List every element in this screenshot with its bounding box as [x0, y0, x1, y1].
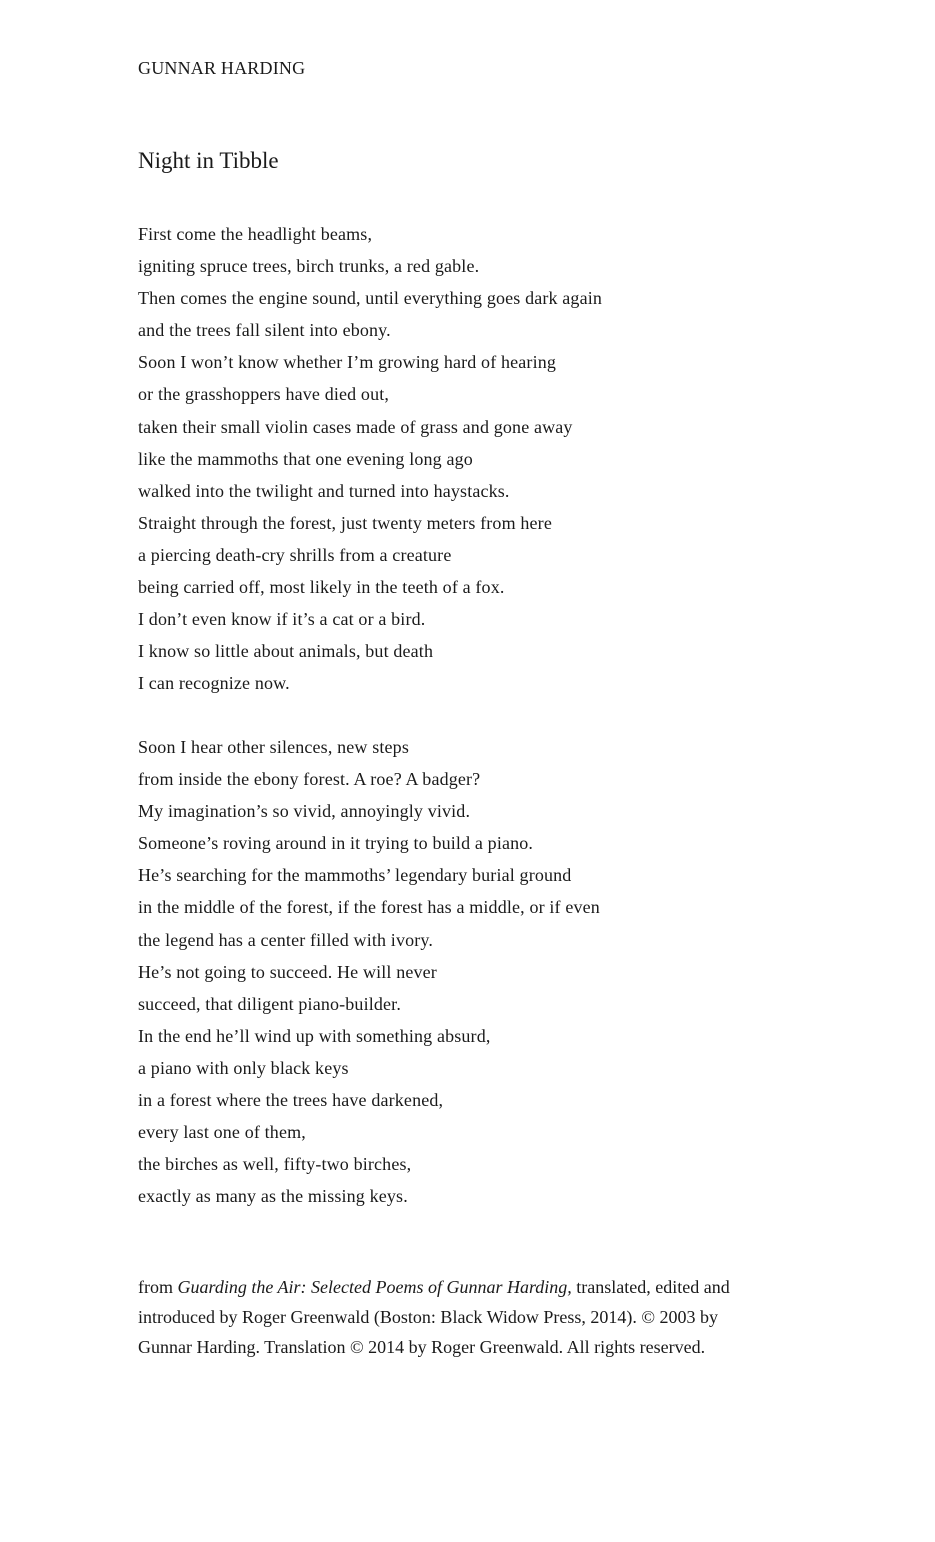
- poem-line: in a forest where the trees have darkened,: [138, 1090, 444, 1111]
- poem-line: the birches as well, fifty-two birches,: [138, 1154, 412, 1175]
- poem-line: Someone’s roving around in it trying to build a piano.: [138, 833, 534, 854]
- credit-book-title: Guarding the Air: Selected Poems of Gunnar Harding,: [177, 1277, 572, 1297]
- poem-line: First come the headlight beams,: [138, 224, 373, 244]
- stanza-1: [138, 218, 602, 699]
- stanza-2: [138, 731, 600, 1212]
- poem-line: In the end he’ll wind up with something absurd,: [138, 1025, 491, 1046]
- poem-line: exactly as many as the missing keys.: [138, 1186, 408, 1207]
- poem-line: the legend has a center filled with ivory.: [138, 929, 434, 950]
- poem-line: like the mammoths that one evening long ago: [138, 448, 473, 469]
- author-name: GUNNAR HARDING: [138, 58, 306, 78]
- poem-title: Night in Tibble: [138, 148, 279, 173]
- poem-line: every last one of them,: [138, 1122, 306, 1143]
- poem-line: My imagination’s so vivid, annoyingly vivid.: [138, 801, 471, 822]
- poem-line: a piercing death-cry shrills from a creature: [138, 544, 452, 565]
- poem-line: Straight through the forest, just twenty meters from here: [138, 512, 552, 533]
- poem-line: in the middle of the forest, if the forest has a middle, or if even: [138, 897, 600, 918]
- poem-line: from inside the ebony forest. A roe? A badger?: [138, 769, 481, 790]
- poem-line: He’s not going to succeed. He will never: [138, 961, 437, 982]
- poem-line: succeed, that diligent piano-builder.: [138, 993, 401, 1014]
- poem-line: I know so little about animals, but death: [138, 641, 434, 662]
- poem-line: I can recognize now.: [138, 673, 290, 694]
- credit-prefix: from: [138, 1277, 178, 1297]
- poem-line: I don’t even know if it’s a cat or a bird.: [138, 609, 426, 630]
- poem-line: igniting spruce trees, birch trunks, a red gable.: [138, 256, 480, 277]
- poem-line: He’s searching for the mammoths’ legendary burial ground: [138, 865, 572, 886]
- credit-suffix: translated, edited and introduced by Roger Greenwald (Boston: Black Widow Press, 2014). © 2003 by Gunnar Harding. Translation © 2014 by Roger Greenwald. All rights reserved.: [138, 1277, 730, 1357]
- poem-line: Soon I won’t know whether I’m growing hard of hearing: [138, 352, 557, 373]
- poem-line: being carried off, most likely in the teeth of a fox.: [138, 577, 505, 598]
- poem-line: and the trees fall silent into ebony.: [138, 320, 391, 341]
- poem-line: a piano with only black keys: [138, 1057, 349, 1078]
- poem-line: walked into the twilight and turned into haystacks.: [138, 480, 510, 501]
- poem-line: or the grasshoppers have died out,: [138, 384, 390, 405]
- poem-line: Then comes the engine sound, until everything goes dark again: [138, 288, 603, 309]
- source-credit: [138, 1273, 738, 1362]
- poem-line: Soon I hear other silences, new steps: [138, 737, 409, 757]
- poem-line: taken their small violin cases made of grass and gone away: [138, 416, 573, 437]
